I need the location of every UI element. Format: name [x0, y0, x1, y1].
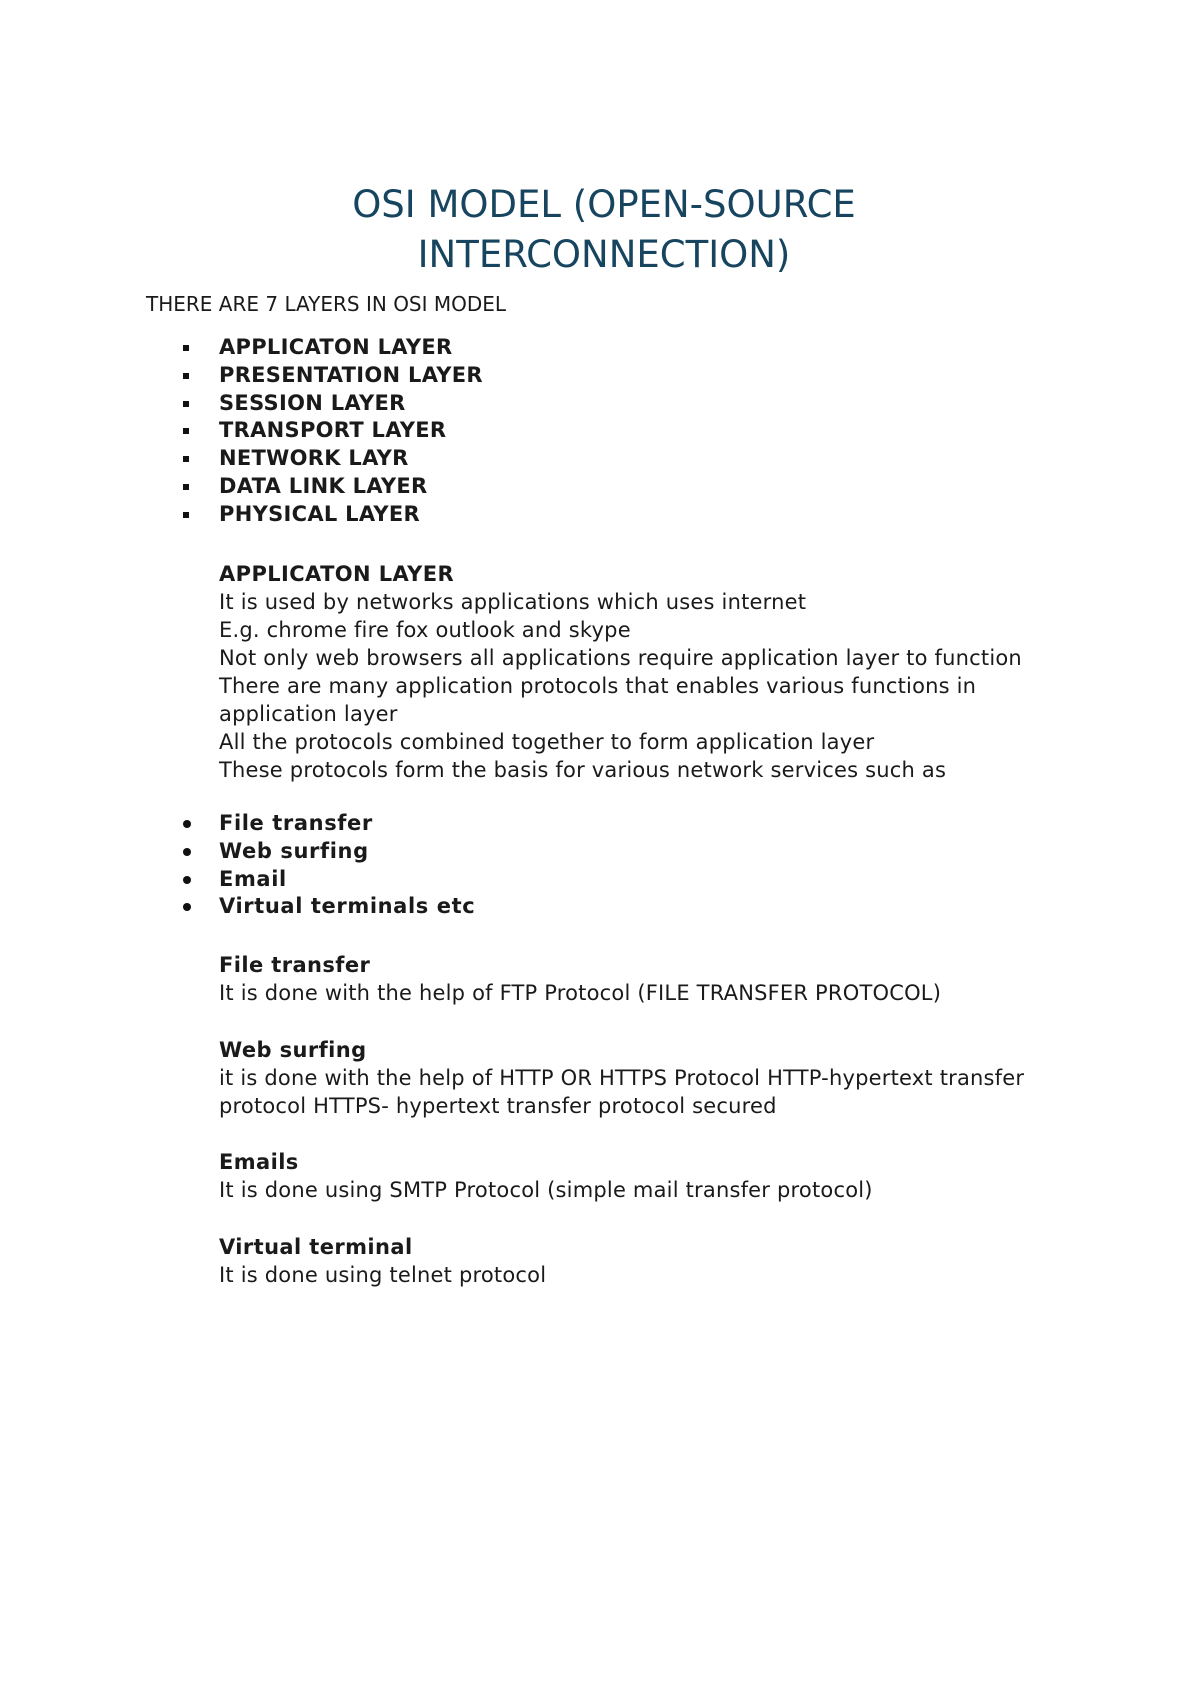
application-layer-section: [219, 560, 1099, 784]
square-bullet-icon: [183, 373, 189, 379]
paragraph-line: All the protocols combined together to form application layer: [219, 730, 875, 754]
list-item: TRANSPORT LAYER: [146, 417, 483, 445]
file-transfer-section: [219, 951, 941, 1007]
round-bullet-icon: [183, 820, 191, 828]
section-heading: APPLICATON LAYER: [219, 562, 455, 586]
square-bullet-icon: [183, 401, 189, 407]
list-item: Web surfing: [146, 838, 475, 866]
paragraph-line: E.g. chrome fire fox outlook and skype: [219, 618, 631, 642]
title-line-2: INTERCONNECTION): [417, 233, 791, 276]
list-item: DATA LINK LAYER: [146, 473, 483, 501]
list-item: File transfer: [146, 810, 475, 838]
paragraph-line: Not only web browsers all applications require application layer to function: [219, 646, 1022, 670]
paragraph-line: It is done with the help of FTP Protocol (FILE TRANSFER PROTOCOL): [219, 981, 942, 1005]
section-heading: Web surfing: [219, 1038, 367, 1062]
round-bullet-icon: [183, 903, 191, 911]
list-item: PRESENTATION LAYER: [146, 362, 483, 390]
title-line-1: OSI MODEL (OPEN-SOURCE: [352, 183, 856, 226]
square-bullet-icon: [183, 484, 189, 490]
list-item: PHYSICAL LAYER: [146, 501, 483, 529]
round-bullet-icon: [183, 848, 191, 856]
paragraph-line: There are many application protocols that enables various functions in application layer: [219, 674, 977, 726]
list-item: SESSION LAYER: [146, 390, 483, 418]
paragraph-line: These protocols form the basis for various network services such as: [219, 758, 947, 782]
square-bullet-icon: [183, 456, 189, 462]
paragraph-line: It is used by networks applications which uses internet: [219, 590, 807, 614]
virtual-terminal-section: [219, 1233, 546, 1289]
section-heading: File transfer: [219, 953, 371, 977]
square-bullet-icon: [183, 512, 189, 518]
square-bullet-icon: [183, 428, 189, 434]
layer-list: [146, 334, 483, 529]
section-heading: Emails: [219, 1150, 299, 1174]
paragraph-line: It is done using SMTP Protocol (simple mail transfer protocol): [219, 1178, 873, 1202]
document-title: [146, 180, 1062, 280]
square-bullet-icon: [183, 345, 189, 351]
emails-section: [219, 1148, 873, 1204]
services-list: [146, 810, 475, 921]
list-item: NETWORK LAYR: [146, 445, 483, 473]
list-item: Virtual terminals etc: [146, 893, 475, 921]
section-heading: Virtual terminal: [219, 1235, 413, 1259]
web-surfing-section: [219, 1036, 1059, 1120]
paragraph-line: It is done using telnet protocol: [219, 1263, 547, 1287]
list-item: Email: [146, 866, 475, 894]
round-bullet-icon: [183, 876, 191, 884]
intro-text: THERE ARE 7 LAYERS IN OSI MODEL: [146, 292, 507, 316]
paragraph-line: it is done with the help of HTTP OR HTTPS Protocol HTTP-hypertext transfer protocol HTTPS- hypertext transfer protocol secured: [219, 1066, 1025, 1118]
list-item: APPLICATON LAYER: [146, 334, 483, 362]
